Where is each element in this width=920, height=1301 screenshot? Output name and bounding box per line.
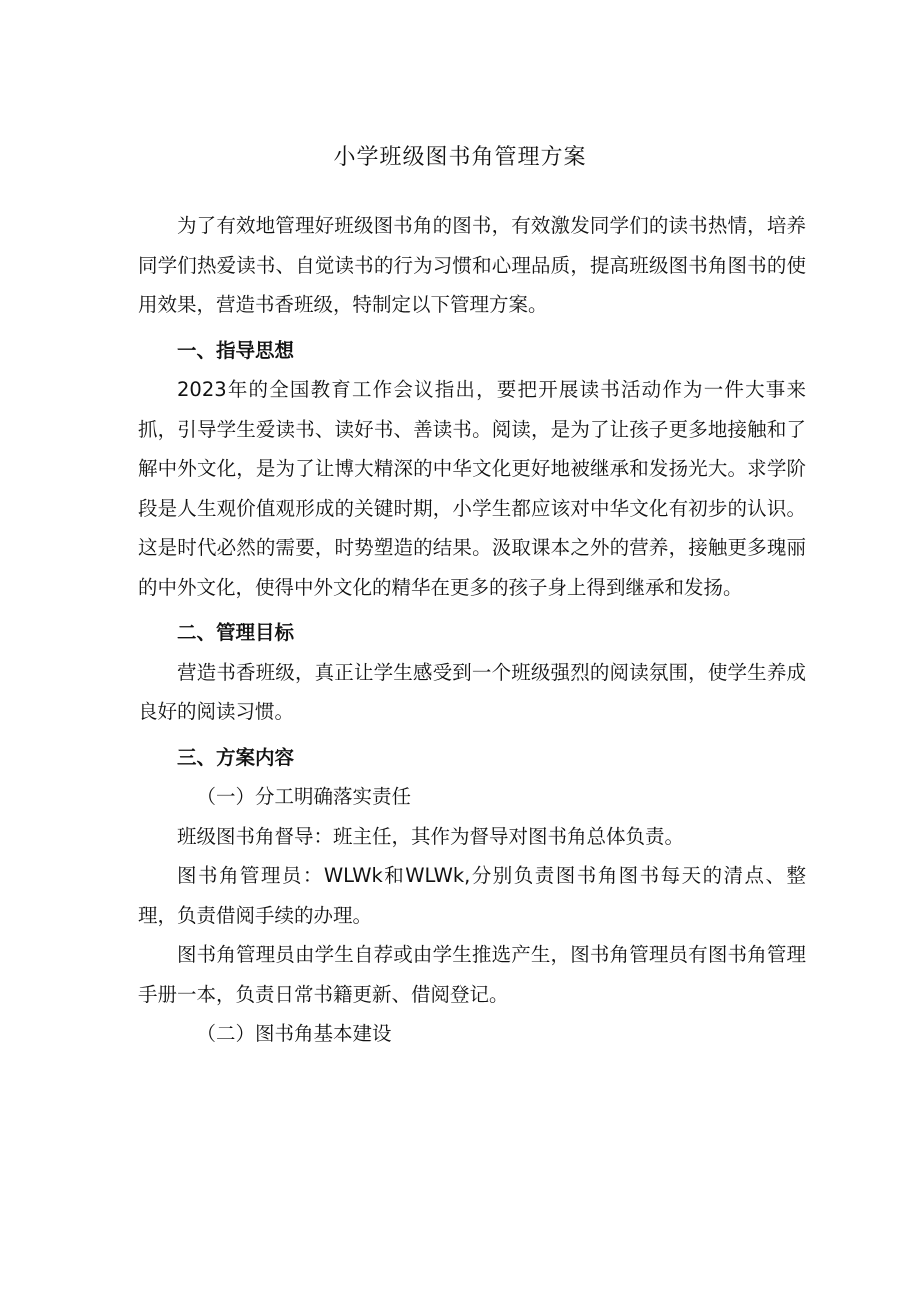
section-heading-plan-content: 三、方案内容: [177, 745, 295, 769]
administrator-selection-paragraph: 图书角管理员由学生自荐或由学生推选产生，图书角管理员有图书角管理手册一本，负责日常书籍更新、借阅登记。: [138, 943, 806, 1006]
document-body: [138, 206, 806, 1054]
subsection-heading-responsibility: （一）分工明确落实责任: [196, 785, 412, 808]
document-title: 小学班级图书角管理方案: [333, 145, 587, 170]
subsection-heading-construction: （二）图书角基本建设: [196, 1022, 392, 1045]
guiding-thought-paragraph: 2023年的全国教育工作会议指出，要把开展读书活动作为一件大事来抓，引导学生爱读书、读好书、善读书。阅读，是为了让孩子更多地接触和了解中外文化，是为了让博大精深的中华文化更好地被继承和发扬光大。求学阶段是人生观价值观形成的关键时期，小学生都应该对中华文化有初步的认识。这是时代必然的需要，时势塑造的结果。汲取课本之外的营养，接触更多瑰丽的中外文化，使得中外文化的精华在更多的孩子身上得到继承和发扬。: [138, 378, 806, 599]
administrator-paragraph: 图书角管理员：WLWk和WLWk,分别负责图书角图书每天的清点、整理，负责借阅手续的办理。: [138, 864, 806, 927]
supervisor-paragraph: 班级图书角督导：班主任，其作为督导对图书角总体负责。: [177, 824, 685, 848]
section-heading-guiding-thought: 一、指导思想: [177, 338, 295, 362]
management-goal-paragraph: 营造书香班级，真正让学生感受到一个班级强烈的阅读氛围，使学生养成良好的阅读习惯。: [138, 660, 806, 723]
section-heading-management-goal: 二、管理目标: [177, 621, 295, 644]
intro-paragraph: 为了有效地管理好班级图书角的图书，有效激发同学们的读书热情，培养同学们热爱读书、自觉读书的行为习惯和心理品质，提高班级图书角图书的使用效果，营造书香班级，特制定以下管理方案。: [138, 214, 806, 316]
